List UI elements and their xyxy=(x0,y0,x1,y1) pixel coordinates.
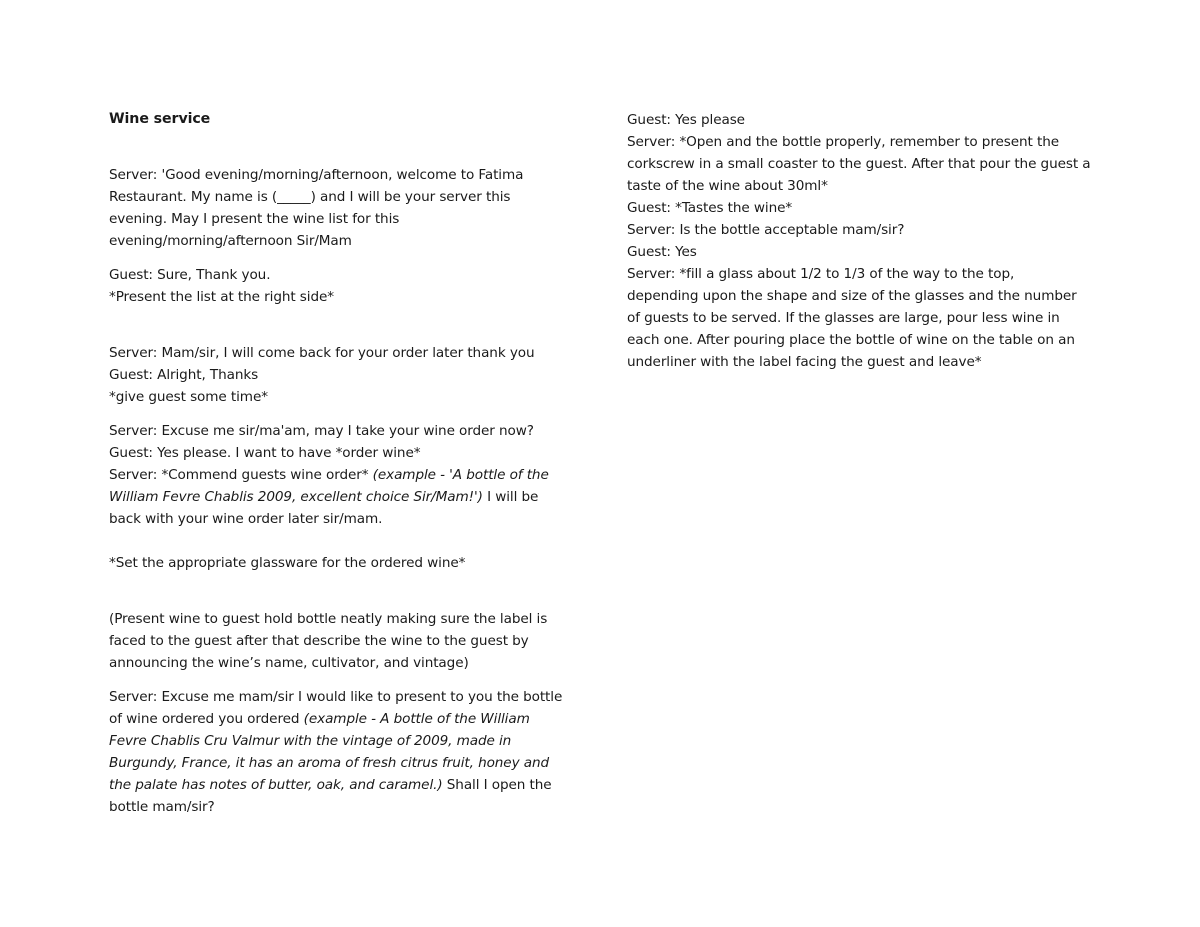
text-line: evening. May I present the wine list for this xyxy=(109,211,400,227)
text-line: *give guest some time* xyxy=(109,389,268,405)
example-text: the palate has notes of butter, oak, and caramel.) xyxy=(109,777,443,793)
text-line xyxy=(109,464,579,486)
text-line: Server: *fill a glass about 1/2 to 1/3 of the way to the top, xyxy=(627,266,1015,282)
right-column xyxy=(627,109,1097,373)
greeting-paragraph xyxy=(109,164,579,252)
text-line: Server: Mam/sir, I will come back for your order later thank you xyxy=(109,345,535,361)
text-line: Guest: Yes please xyxy=(627,112,745,128)
left-column xyxy=(109,108,579,818)
present-wine-paragraph xyxy=(109,608,579,674)
text-line: Server: Excuse me mam/sir I would like to present to you the bottle xyxy=(109,689,563,705)
text-line: underliner with the label facing the guest and leave* xyxy=(627,354,982,370)
example-text: (example - A bottle of the William xyxy=(303,711,530,727)
guest-accepts-paragraph xyxy=(109,264,579,308)
text-line: Guest: Yes please. I want to have *order wine* xyxy=(109,445,421,461)
text-line xyxy=(109,708,579,730)
text-line: bottle mam/sir? xyxy=(109,799,215,815)
text-line: each one. After pouring place the bottle of wine on the table on an xyxy=(627,332,1075,348)
come-back-paragraph xyxy=(109,342,579,408)
text-span: Server: *Commend guests wine order* xyxy=(109,467,373,483)
text-line: Guest: *Tastes the wine* xyxy=(627,200,793,216)
text-span: of wine ordered you ordered xyxy=(109,711,304,727)
text-line: Guest: Sure, Thank you. xyxy=(109,267,271,283)
describe-bottle-paragraph xyxy=(109,686,579,818)
text-line: taste of the wine about 30ml* xyxy=(627,178,828,194)
text-line: (Present wine to guest hold bottle neatly making sure the label is xyxy=(109,611,548,627)
text-line: Server: Is the bottle acceptable mam/sir? xyxy=(627,222,905,238)
glassware-paragraph xyxy=(109,552,579,574)
text-line: Guest: Alright, Thanks xyxy=(109,367,259,383)
text-line: announcing the wine’s name, cultivator, and vintage) xyxy=(109,655,469,671)
text-line: Guest: Yes xyxy=(627,244,697,260)
example-text: (example - 'A bottle of the xyxy=(372,467,549,483)
text-span: I will be xyxy=(482,489,539,505)
example-text: Burgundy, France, it has an aroma of fresh citrus fruit, honey and xyxy=(109,755,550,771)
text-line: of guests to be served. If the glasses are large, pour less wine in xyxy=(627,310,1060,326)
text-line: Server: Excuse me sir/ma'am, may I take your wine order now? xyxy=(109,423,534,439)
text-line: faced to the guest after that describe the wine to the guest by xyxy=(109,633,529,649)
text-line: Server: *Open and the bottle properly, remember to present the xyxy=(627,134,1060,150)
text-line: depending upon the shape and size of the glasses and the number xyxy=(627,288,1077,304)
text-line: evening/morning/afternoon Sir/Mam xyxy=(109,233,352,249)
example-text: William Fevre Chablis 2009, excellent choice Sir/Mam!') xyxy=(109,489,483,505)
text-line xyxy=(109,774,579,796)
document-title: Wine service xyxy=(109,111,211,127)
text-line: Restaurant. My name is (_____) and I will be your server this xyxy=(109,189,511,205)
text-line: back with your wine order later sir/mam. xyxy=(109,511,383,527)
text-line xyxy=(109,486,579,508)
text-line: *Set the appropriate glassware for the ordered wine* xyxy=(109,555,466,571)
take-order-paragraph xyxy=(109,420,579,530)
text-line: corkscrew in a small coaster to the guest. After that pour the guest a xyxy=(627,156,1091,172)
text-span: Shall I open the xyxy=(442,777,552,793)
text-line: Server: 'Good evening/morning/afternoon, welcome to Fatima xyxy=(109,167,524,183)
text-line: *Present the list at the right side* xyxy=(109,289,334,305)
example-text: Fevre Chablis Cru Valmur with the vintage of 2009, made in xyxy=(109,733,512,749)
